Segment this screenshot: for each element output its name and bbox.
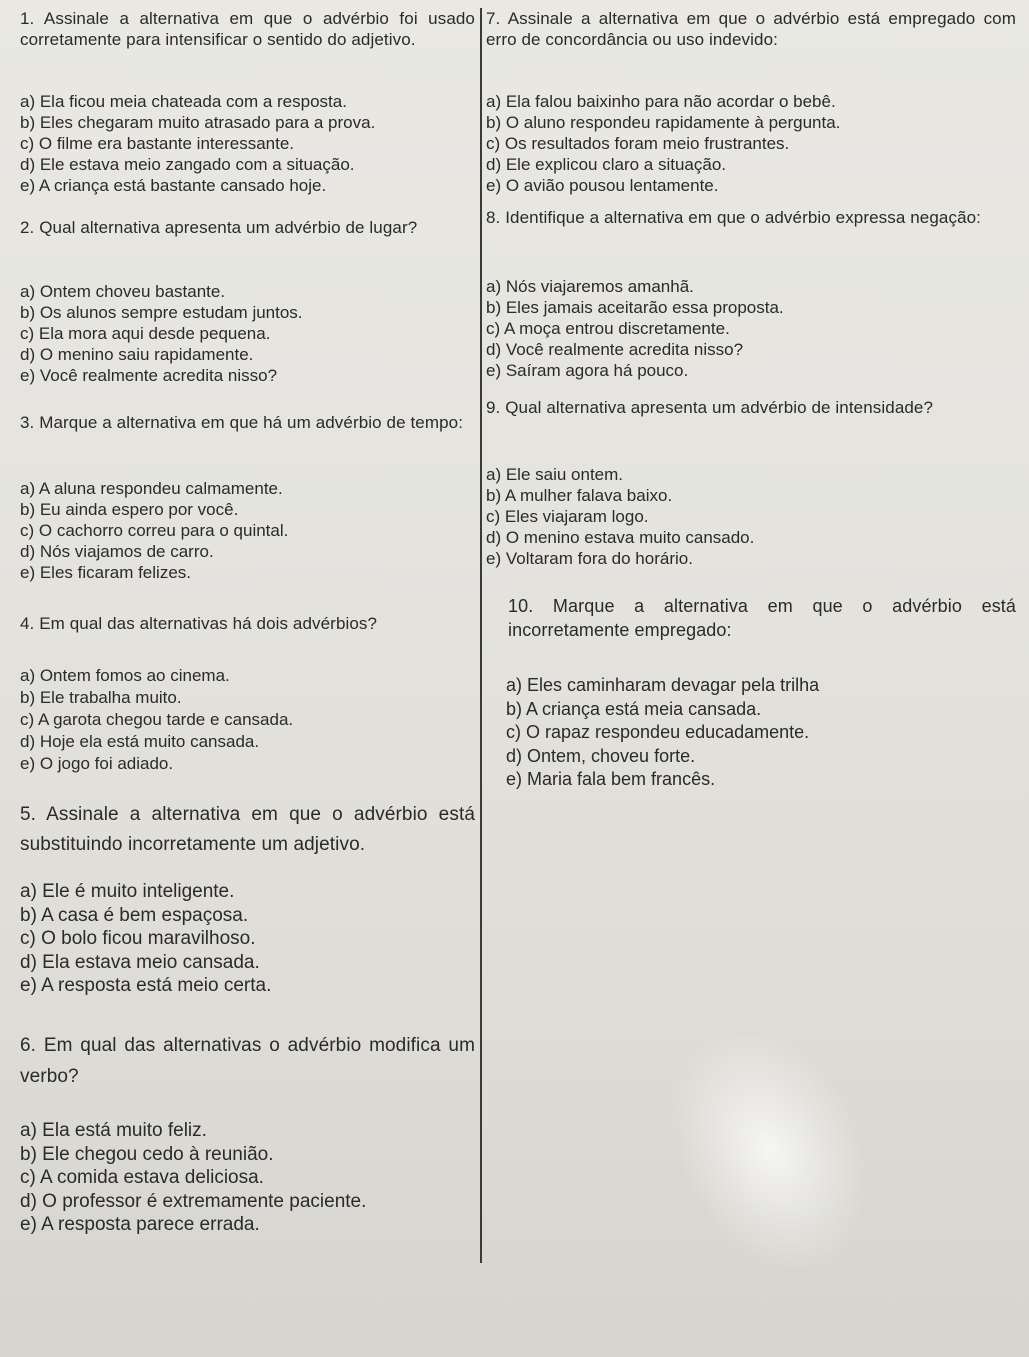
question-5 bbox=[20, 800, 475, 996]
question-text: 10. Marque a alternativa em que o advérbio está incorretamente empregado: bbox=[508, 596, 1016, 640]
question-text: 4. Em qual das alternativas há dois advérbios? bbox=[20, 614, 378, 633]
option-c: c) Eles viajaram logo. bbox=[486, 507, 649, 526]
option-a: a) Ontem choveu bastante. bbox=[20, 282, 226, 301]
option-d: d) Ontem, choveu forte. bbox=[506, 745, 696, 766]
option-a: a) Ele saiu ontem. bbox=[486, 465, 624, 484]
options-list bbox=[486, 276, 784, 381]
option-d: d) Ele estava meio zangado com a situação. bbox=[20, 155, 355, 174]
question-text: 9. Qual alternativa apresenta um advérbio de intensidade? bbox=[486, 398, 934, 417]
option-b: b) O aluno respondeu rapidamente à pergunta. bbox=[486, 113, 841, 132]
option-b: b) Os alunos sempre estudam juntos. bbox=[20, 303, 303, 322]
question-1 bbox=[20, 8, 475, 195]
question-text: 1. Assinale a alternativa em que o advérbio foi usado corretamente para intensificar o sentido do adjetivo. bbox=[20, 9, 475, 49]
option-b: b) Eu ainda espero por você. bbox=[20, 500, 239, 519]
option-b: b) A casa é bem espaçosa. bbox=[20, 904, 249, 926]
option-c: c) Ela mora aqui desde pequena. bbox=[20, 324, 271, 343]
options-list bbox=[20, 1119, 366, 1237]
options-list bbox=[486, 464, 754, 569]
option-c: c) O bolo ficou maravilhoso. bbox=[20, 928, 256, 949]
option-a: a) Ela ficou meia chateada com a resposta. bbox=[20, 92, 347, 111]
light-glare bbox=[633, 994, 906, 1306]
option-b: b) Ele chegou cedo à reunião. bbox=[20, 1143, 274, 1165]
options-list bbox=[20, 478, 288, 583]
question-10 bbox=[486, 594, 1016, 789]
option-a: a) Ela falou baixinho para não acordar o bebê. bbox=[486, 92, 836, 111]
option-b: b) A mulher falava baixo. bbox=[486, 486, 673, 505]
option-e: e) O jogo foi adiado. bbox=[20, 754, 174, 773]
options-list bbox=[20, 281, 303, 386]
question-6 bbox=[20, 1030, 475, 1235]
question-text: 6. Em qual das alternativas o advérbio modifica um verbo? bbox=[20, 1035, 475, 1087]
option-e: e) Saíram agora há pouco. bbox=[486, 361, 689, 380]
option-d: d) O menino estava muito cansado. bbox=[486, 528, 755, 547]
options-list bbox=[20, 91, 375, 196]
column-divider bbox=[480, 8, 482, 1263]
option-c: c) A garota chegou tarde e cansada. bbox=[20, 710, 294, 729]
option-a: a) Nós viajaremos amanhã. bbox=[486, 277, 694, 296]
option-d: d) Nós viajamos de carro. bbox=[20, 542, 214, 561]
question-2 bbox=[20, 214, 475, 385]
option-e: e) A resposta parece errada. bbox=[20, 1214, 260, 1235]
question-9 bbox=[486, 396, 1016, 568]
option-c: c) Os resultados foram meio frustrantes. bbox=[486, 134, 790, 153]
question-3 bbox=[20, 408, 475, 582]
option-a: a) Eles caminharam devagar pela trilha bbox=[506, 675, 820, 695]
option-d: d) O professor é extremamente paciente. bbox=[20, 1190, 367, 1212]
option-c: c) O filme era bastante interessante. bbox=[20, 134, 295, 153]
option-d: d) Ele explicou claro a situação. bbox=[486, 155, 727, 174]
question-7 bbox=[486, 8, 1016, 195]
option-e: e) Eles ficaram felizes. bbox=[20, 563, 191, 582]
question-8 bbox=[486, 206, 1016, 380]
option-d: d) Você realmente acredita nisso? bbox=[486, 340, 744, 359]
question-text: 5. Assinale a alternativa em que o advérbio está substituindo incorretamente um adjetivo. bbox=[20, 804, 475, 855]
question-text: 3. Marque a alternativa em que há um advérbio de tempo: bbox=[20, 413, 464, 432]
question-text: 2. Qual alternativa apresenta um advérbio de lugar? bbox=[20, 218, 418, 237]
option-e: e) Maria fala bem francês. bbox=[506, 769, 716, 789]
option-e: e) O avião pousou lentamente. bbox=[486, 176, 719, 195]
option-e: e) A criança está bastante cansado hoje. bbox=[20, 176, 327, 195]
option-a: a) Ele é muito inteligente. bbox=[20, 881, 235, 902]
option-e: e) Voltaram fora do horário. bbox=[486, 549, 693, 568]
question-4 bbox=[20, 613, 475, 773]
option-b: b) Eles chegaram muito atrasado para a prova. bbox=[20, 113, 376, 132]
option-d: d) O menino saiu rapidamente. bbox=[20, 345, 254, 364]
option-b: b) Eles jamais aceitarão essa proposta. bbox=[486, 298, 784, 317]
option-e: e) Você realmente acredita nisso? bbox=[20, 366, 278, 385]
option-c: c) A moça entrou discretamente. bbox=[486, 319, 730, 338]
option-c: c) O rapaz respondeu educadamente. bbox=[506, 722, 810, 742]
options-list bbox=[20, 665, 293, 775]
option-e: e) A resposta está meio certa. bbox=[20, 975, 272, 996]
question-text: 8. Identifique a alternativa em que o advérbio expressa negação: bbox=[486, 208, 981, 227]
option-c: c) O cachorro correu para o quintal. bbox=[20, 521, 289, 540]
options-list bbox=[20, 880, 271, 998]
option-d: d) Hoje ela está muito cansada. bbox=[20, 732, 260, 751]
option-d: d) Ela estava meio cansada. bbox=[20, 951, 260, 973]
option-b: b) Ele trabalha muito. bbox=[20, 688, 182, 707]
option-c: c) A comida estava deliciosa. bbox=[20, 1167, 264, 1188]
question-text: 7. Assinale a alternativa em que o advérbio está empregado com erro de concordância ou uso indevido: bbox=[486, 9, 1016, 49]
option-a: a) Ela está muito feliz. bbox=[20, 1120, 207, 1141]
option-b: b) A criança está meia cansada. bbox=[506, 698, 762, 719]
options-list bbox=[486, 91, 840, 196]
option-a: a) Ontem fomos ao cinema. bbox=[20, 666, 230, 685]
option-a: a) A aluna respondeu calmamente. bbox=[20, 479, 283, 498]
options-list bbox=[506, 674, 819, 792]
